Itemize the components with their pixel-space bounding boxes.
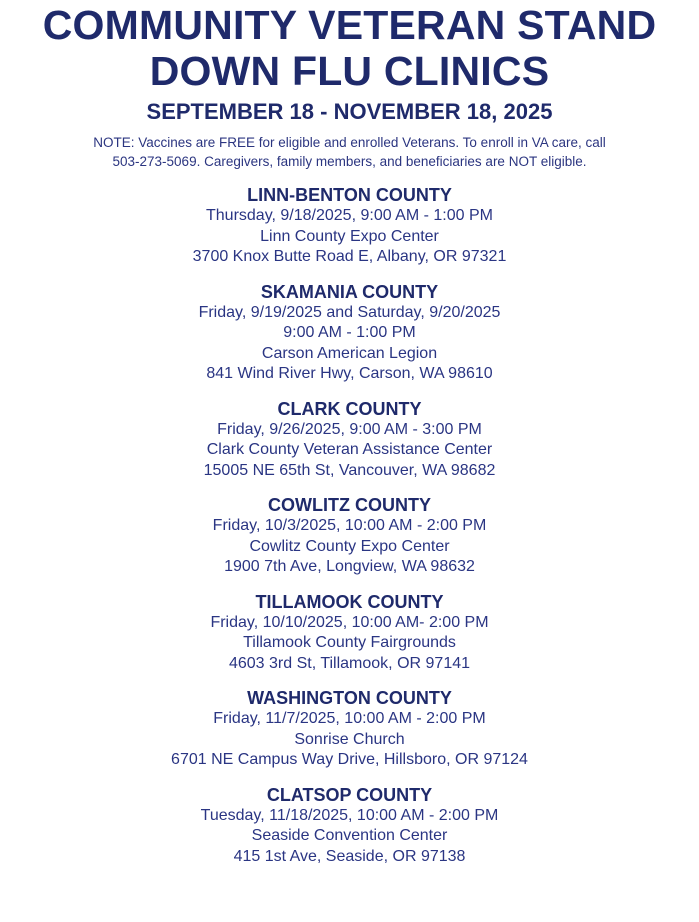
note-line-1: NOTE: Vaccines are FREE for eligible and enrolled Veterans. To enroll in VA care, call: [93, 135, 606, 150]
county-name: CLATSOP COUNTY: [266, 784, 433, 805]
clinic-event: [0, 592, 699, 675]
clinic-event: [0, 185, 699, 268]
clinic-detail-line: 841 Wind River Hwy, Carson, WA 98610: [206, 365, 493, 382]
clinic-detail-line: 9:00 AM - 1:00 PM: [283, 324, 416, 341]
note-line-2: 503-273-5069. Caregivers, family members, and beneficiaries are NOT eligible.: [112, 154, 587, 169]
county-name: CLARK COUNTY: [277, 398, 422, 419]
county-name: SKAMANIA COUNTY: [260, 281, 439, 302]
county-name: LINN-BENTON COUNTY: [247, 185, 452, 205]
clinic-detail-line: Friday, 10/10/2025, 10:00 AM- 2:00 PM: [210, 613, 489, 631]
clinic-detail-line: Cowlitz County Expo Center: [249, 537, 450, 555]
title-line-1: COMMUNITY VETERAN STAND: [42, 2, 657, 48]
county-name: WASHINGTON COUNTY: [247, 688, 452, 708]
clinic-detail-line: Tillamook County Fairgrounds: [243, 634, 456, 651]
county-name: COWLITZ COUNTY: [268, 495, 431, 515]
clinic-detail-line: Thursday, 9/18/2025, 9:00 AM - 1:00 PM: [206, 207, 493, 224]
clinic-detail-line: Friday, 9/19/2025 and Saturday, 9/20/2025: [198, 303, 501, 321]
page-title: [0, 2, 699, 94]
clinic-detail-line: 415 1st Ave, Seaside, OR 97138: [233, 847, 466, 865]
clinic-detail-line: 4603 3rd St, Tillamook, OR 97141: [228, 654, 471, 672]
title-line-2: DOWN FLU CLINICS: [149, 48, 550, 94]
clinic-event: [0, 399, 699, 482]
clinic-detail-line: 3700 Knox Butte Road E, Albany, OR 97321: [192, 248, 507, 265]
eligibility-note: [50, 133, 650, 171]
clinic-detail-line: Tuesday, 11/18/2025, 10:00 AM - 2:00 PM: [200, 806, 499, 824]
clinic-detail-line: Friday, 10/3/2025, 10:00 AM - 2:00 PM: [212, 517, 487, 534]
clinic-event: [0, 495, 699, 578]
clinic-list: [0, 185, 699, 867]
clinic-detail-line: 6701 NE Campus Way Drive, Hillsboro, OR 97124: [171, 751, 528, 768]
clinic-event: [0, 688, 699, 771]
clinic-detail-line: Friday, 9/26/2025, 9:00 AM - 3:00 PM: [217, 420, 482, 438]
clinic-detail-line: Friday, 11/7/2025, 10:00 AM - 2:00 PM: [213, 710, 486, 727]
date-range: SEPTEMBER 18 - NOVEMBER 18, 2025: [146, 99, 553, 124]
clinic-detail-line: Linn County Expo Center: [260, 227, 439, 245]
clinic-detail-line: Clark County Veteran Assistance Center: [206, 441, 493, 458]
clinic-detail-line: Sonrise Church: [294, 730, 405, 748]
clinic-detail-line: Carson American Legion: [261, 344, 438, 362]
clinic-event: [0, 282, 699, 385]
clinic-detail-line: 1900 7th Ave, Longview, WA 98632: [224, 558, 475, 575]
county-name: TILLAMOOK COUNTY: [255, 591, 444, 612]
clinic-detail-line: 15005 NE 65th St, Vancouver, WA 98682: [203, 461, 496, 479]
clinic-detail-line: Seaside Convention Center: [251, 827, 448, 844]
clinic-event: [0, 785, 699, 868]
